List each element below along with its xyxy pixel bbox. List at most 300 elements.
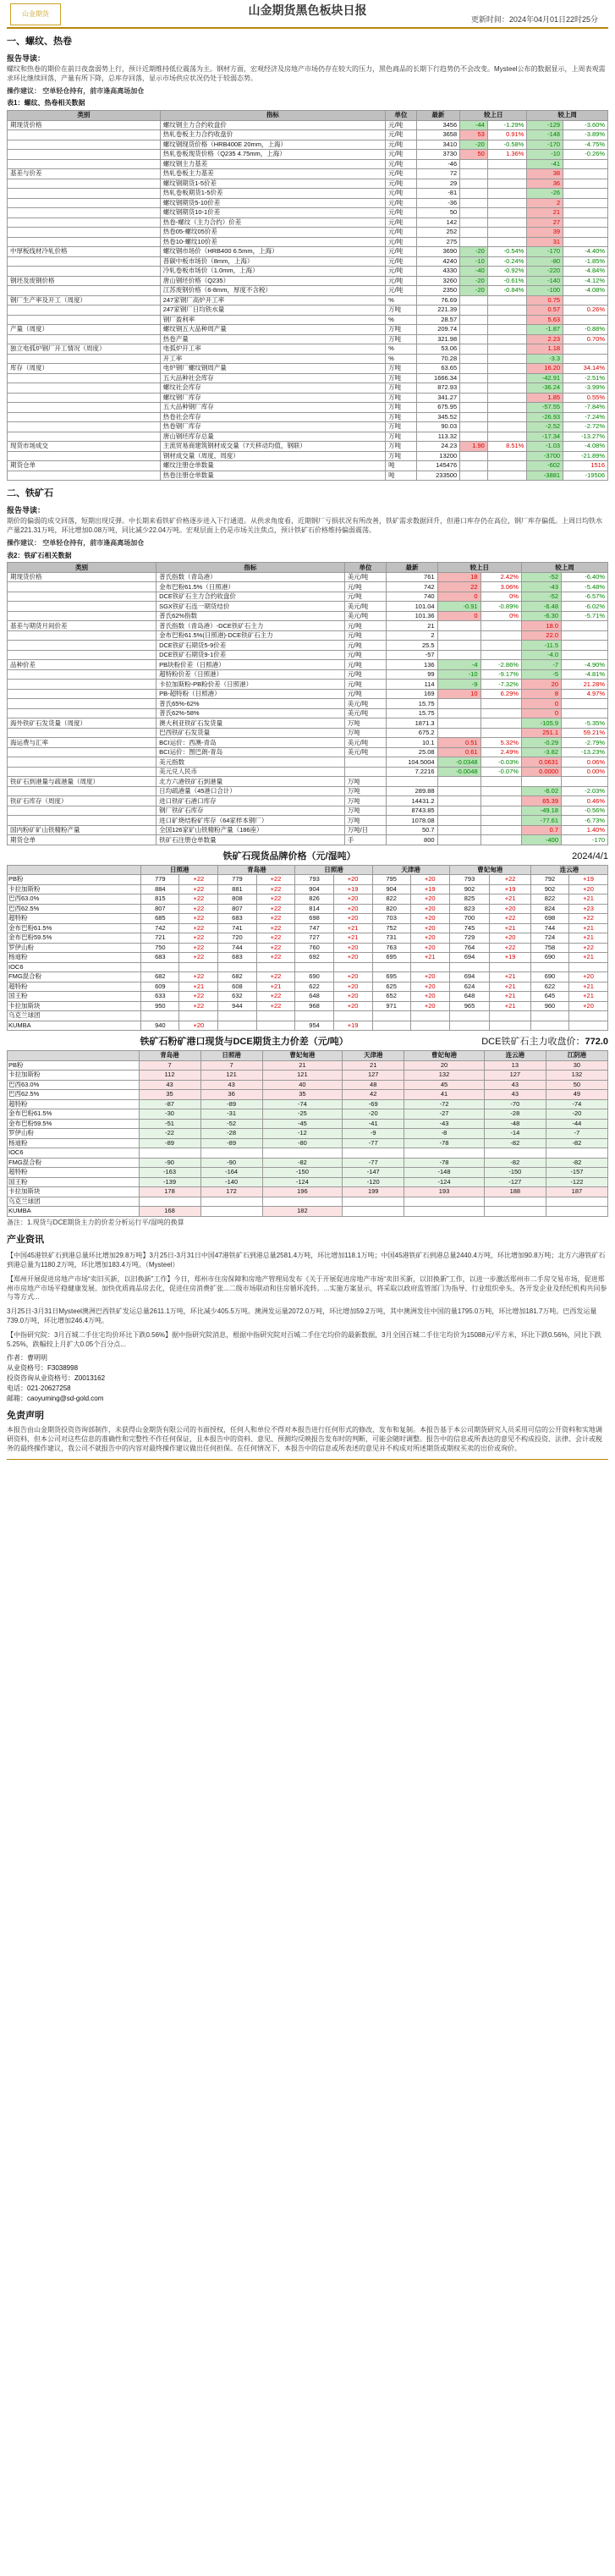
spread-cell: 127	[343, 1071, 404, 1081]
table-cell: -3.89%	[563, 130, 608, 140]
table-row	[8, 806, 608, 816]
table-cell: 热轧卷板主力基差	[160, 169, 385, 179]
table-cell: 吨	[386, 461, 416, 471]
price-cell: 807	[218, 904, 256, 914]
table-cell: 50.7	[387, 825, 437, 835]
table-cell: 1078.08	[387, 816, 437, 826]
spread-cell	[404, 1148, 485, 1159]
table-cell: 10.1	[387, 738, 437, 748]
spread-cell: 36	[200, 1090, 262, 1100]
brand-label: 金布巴粉61.5%	[8, 923, 141, 933]
price-cell: +20	[410, 992, 449, 1002]
table-cell: 普氏指数（青岛港）-DCE铁矿石主力	[156, 621, 345, 631]
price-cell: +19	[490, 884, 530, 894]
table-cell: 螺纹钢市场价（HRB400 6.5mm，上海）	[160, 247, 385, 257]
table-cell: 日均疏港量（45港口合计）	[156, 786, 345, 796]
table-cell: 113.32	[416, 432, 460, 442]
spread-cell: -72	[404, 1099, 485, 1109]
spread-cell: -89	[200, 1138, 262, 1148]
table-cell: 145476	[416, 461, 460, 471]
table-cell: 13200	[416, 451, 460, 461]
table-cell: -43	[521, 582, 561, 592]
table-cell: 136	[387, 660, 437, 670]
table-row	[8, 1071, 608, 1081]
table-cell: 元/吨	[344, 621, 387, 631]
table-cell: 元/吨	[344, 660, 387, 670]
table-cell	[480, 777, 521, 787]
spread-cell: -82	[484, 1158, 546, 1168]
table-cell	[460, 228, 488, 238]
price-cell: +21	[490, 982, 530, 992]
price-cell: +19	[333, 1021, 372, 1031]
table-cell: 元/吨	[386, 189, 416, 199]
table-cell: 万吨	[386, 422, 416, 432]
phone: 电话：021-20627258	[7, 1384, 71, 1392]
spread-cell: -80	[262, 1138, 343, 1148]
price-cell: 763	[372, 943, 410, 953]
table-cell: 104.5004	[387, 757, 437, 768]
price-cell: 633	[141, 992, 179, 1002]
port-header: 青岛港	[218, 865, 295, 875]
table-cell: 114	[387, 680, 437, 690]
table-cell: -0.89%	[480, 602, 521, 612]
price-cell: +20	[333, 875, 372, 885]
table-cell: 289.88	[387, 786, 437, 796]
spread-cell: -90	[139, 1158, 200, 1168]
table-cell: 元/吨	[386, 169, 416, 179]
table-cell: 169	[387, 689, 437, 699]
brand-label: 巴西63.0%	[8, 894, 141, 905]
table-cell	[480, 641, 521, 651]
price-cell: 683	[141, 953, 179, 963]
port-header: 曹妃甸港	[449, 865, 530, 875]
spread-cell: 112	[139, 1071, 200, 1081]
price-cell	[569, 962, 608, 972]
price-cell: +19	[569, 875, 608, 885]
table-cell: -6.30	[521, 611, 561, 621]
price-cell	[256, 1011, 295, 1021]
table-cell: -2.03%	[562, 786, 608, 796]
table-cell: -6.48	[521, 602, 561, 612]
table-cell	[460, 373, 488, 383]
table-cell	[8, 208, 161, 218]
spread-cell	[404, 1197, 485, 1207]
price-cell: 648	[449, 992, 490, 1002]
table-cell: 热卷注册仓单数量	[160, 471, 385, 481]
spread-cell: -51	[139, 1119, 200, 1129]
table-cell: 0.51	[437, 738, 480, 748]
table-row	[8, 582, 608, 592]
table-cell: -105.9	[521, 718, 561, 729]
table-cell: 热轧卷板期货1-5价差	[160, 189, 385, 199]
table-cell	[480, 718, 521, 729]
table-row	[8, 159, 608, 169]
table-cell: 美元/吨	[344, 611, 387, 621]
table-cell	[437, 641, 480, 651]
spread-cell: -124	[404, 1177, 485, 1187]
table-cell: 50	[460, 150, 488, 160]
table-row	[8, 630, 608, 641]
table-cell: 2.49%	[480, 747, 521, 757]
table-cell	[460, 237, 488, 247]
table-cell: 万吨	[386, 403, 416, 413]
table-cell: 库存（周度）	[8, 364, 161, 374]
table-cell: -0.84%	[487, 286, 527, 296]
table-cell: -3.3	[527, 354, 563, 364]
price-cell: +22	[179, 904, 218, 914]
table-cell	[8, 267, 161, 277]
price-cell: 815	[141, 894, 179, 905]
price-cell: +21	[490, 1001, 530, 1011]
table-cell	[437, 786, 480, 796]
table-cell: 3456	[416, 120, 460, 130]
table-cell	[460, 451, 488, 461]
table-cell	[387, 777, 437, 787]
table-cell: 万吨	[344, 816, 387, 826]
spread-cell	[139, 1197, 200, 1207]
price-cell: 652	[372, 992, 410, 1002]
table-cell: 热轧卷板主力合约收盘价	[160, 130, 385, 140]
table-row	[8, 1177, 608, 1187]
table-cell	[460, 461, 488, 471]
table-cell: 元/吨	[386, 228, 416, 238]
table-cell	[8, 159, 161, 169]
table-cell: 233500	[416, 471, 460, 481]
brand-label: 乌克兰球团	[8, 1011, 141, 1021]
table-cell	[8, 403, 161, 413]
price-cell	[141, 962, 179, 972]
price-cell: 807	[141, 904, 179, 914]
table-cell: 元/吨	[386, 198, 416, 208]
price-cell: 965	[449, 1001, 490, 1011]
spread-cell: 43	[484, 1080, 546, 1090]
table-cell: DCE铁矿石主力合约收盘价	[156, 592, 345, 602]
table-cell	[8, 189, 161, 199]
table-cell: 38	[527, 169, 563, 179]
price-cell: 764	[449, 943, 490, 953]
table-cell: 800	[387, 835, 437, 845]
table-cell: -0.03%	[480, 757, 521, 768]
table-cell: -3700	[527, 451, 563, 461]
price-cell: +20	[410, 904, 449, 914]
brand-label: 罗伊山粉	[8, 943, 141, 953]
table-cell: -0.91	[437, 602, 480, 612]
table-cell: 元/吨	[344, 669, 387, 680]
table-row	[8, 344, 608, 355]
table-cell	[487, 344, 527, 355]
price-cell: +22	[490, 875, 530, 885]
spread-cell: -164	[200, 1168, 262, 1178]
table-cell: 24.23	[416, 442, 460, 452]
price-cell: +22	[256, 884, 295, 894]
port-header: 曹妃甸港	[262, 1051, 343, 1061]
table-cell: -26	[527, 189, 563, 199]
table-cell	[563, 208, 608, 218]
guide-text: 螺纹和热卷的期价在前日夜盘弱势上行，预计近期维持低位震荡为主。钢材方面，宏观经济及房地产市场仍存在较大的压力，黑色商品的长期下行趋势仍不会改变。Mysteel公布的数据显示，上周表观需求环比继续回落，产量有所下降，总库存回落，显示市场供应状况仍处于较弱态势。	[7, 64, 606, 82]
price-cell	[218, 1021, 256, 1031]
table-cell: 元/吨	[344, 582, 387, 592]
price-cell: 624	[449, 982, 490, 992]
table-row	[8, 237, 608, 247]
table-cell: 万吨	[386, 451, 416, 461]
table-cell: -7.24%	[563, 412, 608, 422]
table-cell	[437, 650, 480, 660]
price-cell: 745	[449, 923, 490, 933]
table-cell	[8, 286, 161, 296]
table-cell: 基差与价差	[8, 169, 161, 179]
price-cell: +22	[179, 914, 218, 924]
table-cell	[437, 630, 480, 641]
table-cell: 万吨	[386, 383, 416, 394]
price-cell: +22	[490, 914, 530, 924]
spread-cell: -78	[404, 1158, 485, 1168]
spread-cell: 121	[200, 1071, 262, 1081]
table-cell: 39	[527, 228, 563, 238]
price-cell: 645	[530, 992, 568, 1002]
table-row	[8, 354, 608, 364]
table-cell	[8, 237, 161, 247]
table-row	[8, 962, 608, 972]
table-cell	[344, 767, 387, 777]
spread-cell: 35	[262, 1090, 343, 1100]
table-cell	[437, 825, 480, 835]
spread-cell: 7	[139, 1060, 200, 1071]
brand-price-table	[7, 865, 608, 1032]
price-cell: 727	[295, 933, 333, 944]
port-header: 青岛港	[139, 1051, 200, 1061]
table-cell: 全国126家矿山铁精粉产量（186座）	[156, 825, 345, 835]
spread-cell	[484, 1197, 546, 1207]
table-cell: 万吨	[386, 393, 416, 403]
table-cell: 101.04	[387, 602, 437, 612]
brand-label: 国王粉	[8, 1177, 140, 1187]
price-cell: 648	[295, 992, 333, 1002]
price-cell	[295, 1011, 333, 1021]
table-cell: -20	[460, 247, 488, 257]
table-cell: -42.91	[527, 373, 563, 383]
report-header	[7, 0, 608, 29]
port-header: 天津港	[343, 1051, 404, 1061]
table-row	[8, 611, 608, 621]
price-cell: +20	[410, 923, 449, 933]
table-cell: 0%	[480, 611, 521, 621]
table-cell	[8, 217, 161, 228]
price-cell: 826	[295, 894, 333, 905]
table-cell: 热卷-螺纹（主力合约）价差	[160, 217, 385, 228]
column-header: 类别	[8, 111, 161, 121]
column-header: 最新	[387, 563, 437, 573]
brand-label: 超特粉	[8, 982, 141, 992]
table-cell: 铁矿石注册仓单数量	[156, 835, 345, 845]
table-cell: -2.51%	[563, 373, 608, 383]
price-cell: +22	[179, 943, 218, 953]
email-link[interactable]: 邮箱：caoyuming@sd-gold.com	[7, 1394, 104, 1402]
license: 从业资格号：F3038998	[7, 1364, 79, 1373]
table-cell	[8, 432, 161, 442]
table-cell: 63.65	[416, 364, 460, 374]
table-cell	[460, 364, 488, 374]
table-cell: 4330	[416, 267, 460, 277]
table-cell: -1.29%	[487, 120, 527, 130]
brand-label: 卡拉加斯粉	[8, 1071, 140, 1081]
price-cell: 822	[530, 894, 568, 905]
price-cell: 731	[372, 933, 410, 944]
table-cell: -0.92%	[487, 267, 527, 277]
table-cell: -220	[527, 267, 563, 277]
price-cell: 741	[218, 923, 256, 933]
table-cell: 吨	[386, 471, 416, 481]
table-cell: 6.29%	[480, 689, 521, 699]
table-cell: -5.35%	[562, 718, 608, 729]
table-cell: 普氏65%-62%	[156, 699, 345, 709]
price-cell: 683	[218, 914, 256, 924]
spread-cell: 42	[343, 1090, 404, 1100]
table-row	[8, 1148, 608, 1159]
table-cell	[487, 228, 527, 238]
spread-cell	[262, 1148, 343, 1159]
table-row	[8, 660, 608, 670]
table-cell: 美元/吨	[344, 602, 387, 612]
brand-label: KUMBA	[8, 1021, 141, 1031]
table-row	[8, 334, 608, 344]
price-cell: 779	[218, 875, 256, 885]
table-cell: -40	[460, 267, 488, 277]
brand-label: IOC6	[8, 962, 141, 972]
table-row	[8, 669, 608, 680]
price-cell: +21	[490, 923, 530, 933]
table-cell: 53	[460, 130, 488, 140]
price-cell: +20	[410, 943, 449, 953]
price-cell: 683	[218, 953, 256, 963]
table-cell: -4.90%	[562, 660, 608, 670]
news-item: 【中指研究院：3月百城二手住宅均价环比下跌0.56%】据中指研究院消息，根据中指研究院对百城二手住宅均价的最新数据，3月全国百城二手住宅均价为15088元/平方米，环比下跌0.56%，同比下跌5.25%，跌幅较上月扩大0.05个百分点...	[7, 1330, 601, 1348]
table-cell: 0.00%	[562, 767, 608, 777]
table-cell	[487, 393, 527, 403]
spread-cell: -82	[546, 1158, 607, 1168]
table-row	[8, 295, 608, 305]
table-cell: 螺纹钢五大品种周产量	[160, 325, 385, 335]
table-cell: 0.46%	[562, 796, 608, 806]
table-cell: 万吨	[386, 325, 416, 335]
price-cell: +22	[179, 894, 218, 905]
table-cell: -13.27%	[563, 432, 608, 442]
price-cell	[179, 1011, 218, 1021]
spread-cell: 199	[343, 1187, 404, 1197]
spread-cell: -22	[139, 1129, 200, 1139]
table-cell: -0.58%	[487, 140, 527, 150]
table-cell: 2	[387, 630, 437, 641]
table-cell: -4.0	[521, 650, 561, 660]
table-cell: 18	[437, 572, 480, 582]
spread-cell: -74	[262, 1099, 343, 1109]
price-cell: +22	[490, 943, 530, 953]
table-cell	[8, 689, 156, 699]
spread-cell: -28	[484, 1109, 546, 1120]
table-row	[8, 179, 608, 189]
table-cell: 252	[416, 228, 460, 238]
spread-cell	[343, 1207, 404, 1217]
table-row	[8, 1119, 608, 1129]
price-cell: 692	[295, 953, 333, 963]
price-cell: 721	[141, 933, 179, 944]
brand-label: KUMBA	[8, 1207, 140, 1217]
price-cell: +20	[410, 933, 449, 944]
table-cell: -140	[527, 276, 563, 286]
table-cell: 热卷05-螺纹05价差	[160, 228, 385, 238]
spread-cell: -89	[139, 1138, 200, 1148]
table-cell	[8, 383, 161, 394]
table-cell	[487, 159, 527, 169]
table-cell: 唐山钢坯库存总量	[160, 432, 385, 442]
table-cell	[8, 334, 161, 344]
spread-note: 备注：1.现货与DCE期货主力的价差分析运行平/湿吨的换算	[7, 1218, 184, 1226]
table-cell: -400	[521, 835, 561, 845]
table-cell: 8	[521, 689, 561, 699]
price-cell	[410, 1011, 449, 1021]
table-cell: -4.75%	[563, 140, 608, 150]
table-row	[8, 650, 608, 660]
table-cell: 期货仓单	[8, 461, 161, 471]
price-cell: +19	[333, 884, 372, 894]
price-cell: 682	[218, 972, 256, 983]
table-cell	[562, 641, 608, 651]
table-cell	[460, 208, 488, 218]
table-cell: 740	[387, 592, 437, 602]
table-cell	[437, 728, 480, 738]
table-cell: -80	[527, 256, 563, 267]
table-cell: 万吨	[344, 718, 387, 729]
price-cell	[490, 1021, 530, 1031]
spread-cell: -82	[546, 1138, 607, 1148]
table-cell: 70.28	[416, 354, 460, 364]
spread-cell: -120	[343, 1177, 404, 1187]
price-cell: 752	[372, 923, 410, 933]
table-cell: DCE铁矿石期货5-9价差	[156, 641, 345, 651]
table-cell: 钢厂铁矿石库存	[156, 806, 345, 816]
table-cell	[563, 315, 608, 325]
table-cell: 2	[527, 198, 563, 208]
table-cell: -52	[521, 592, 561, 602]
table-cell	[480, 835, 521, 845]
table-cell: 万吨	[386, 412, 416, 422]
table-row	[8, 689, 608, 699]
table-cell: -9.17%	[480, 669, 521, 680]
table-cell	[460, 179, 488, 189]
table-cell	[460, 422, 488, 432]
table-cell	[8, 680, 156, 690]
table-row	[8, 621, 608, 631]
table-cell: 中厚板线材冷轧价格	[8, 247, 161, 257]
table-row	[8, 641, 608, 651]
table-cell: -0.07%	[480, 767, 521, 777]
price-cell: 750	[141, 943, 179, 953]
table-cell	[563, 344, 608, 355]
spread-cell: 168	[139, 1207, 200, 1217]
spread-cell: 50	[546, 1080, 607, 1090]
price-cell	[449, 1011, 490, 1021]
price-cell: +22	[179, 933, 218, 944]
contact-section	[7, 1354, 608, 1403]
price-cell: +21	[569, 923, 608, 933]
table-cell	[460, 217, 488, 228]
dce-value: 772.0	[585, 1037, 608, 1048]
spread-cell: -48	[484, 1119, 546, 1129]
table-cell: 247家钢厂高炉开工率	[160, 295, 385, 305]
spread-cell: -127	[484, 1177, 546, 1187]
spread-cell: 40	[262, 1080, 343, 1090]
table-row	[8, 267, 608, 277]
table-cell: 美元/吨	[344, 738, 387, 748]
